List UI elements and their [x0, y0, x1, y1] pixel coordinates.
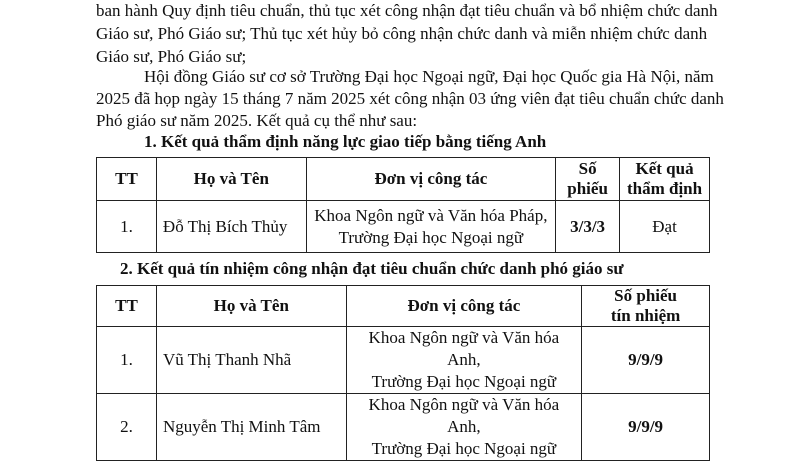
- row-votes: 9/9/9: [582, 394, 710, 461]
- row-unit: [346, 327, 582, 394]
- header-votes: [582, 286, 710, 327]
- row-unit-line-1: Khoa Ngôn ngữ và Văn hóa Pháp,: [314, 205, 548, 225]
- paragraph-line-1: Hội đồng Giáo sư cơ sở Trường Đại học Ngoại ngữ, Đại học Quốc gia Hà Nội, năm: [144, 67, 714, 86]
- row-unit: [306, 201, 555, 253]
- intro-line-2: Giáo sư, Phó Giáo sư; Thủ tục xét hủy bỏ công nhận chức danh và miễn nhiệm chức danh: [96, 24, 708, 43]
- row-tt: 2.: [97, 394, 157, 461]
- paragraph-line-3: Phó giáo sư năm 2025. Kết quả cụ thể như sau:: [96, 111, 418, 130]
- section2-heading: 2. Kết quả tín nhiệm công nhận đạt tiêu chuẩn chức danh phó giáo sư: [120, 259, 624, 278]
- row-unit-line-1: Khoa Ngôn ngữ và Văn hóa Anh,: [368, 395, 560, 436]
- header-unit: Đơn vị công tác: [306, 158, 555, 201]
- row-name: Nguyễn Thị Minh Tâm: [156, 394, 346, 461]
- row-unit-line-2: Trường Đại học Ngoại ngữ: [371, 372, 557, 391]
- row-votes: 9/9/9: [582, 327, 710, 394]
- row-unit: [346, 394, 582, 461]
- intro-line-3: Giáo sư, Phó Giáo sư;: [96, 47, 247, 66]
- header-votes-line-2: tín nhiệm: [610, 306, 681, 325]
- row-unit-line-2: Trường Đại học Ngoại ngữ: [338, 227, 524, 247]
- row-tt: 1.: [97, 201, 157, 253]
- table-header-row: [97, 158, 710, 201]
- header-tt: TT: [97, 158, 157, 201]
- assessment-table: [96, 157, 710, 253]
- row-result: Đạt: [620, 201, 710, 253]
- header-tt: TT: [97, 286, 157, 327]
- row-name: Đỗ Thị Bích Thủy: [156, 201, 306, 253]
- header-votes-line-1: Số phiếu: [614, 286, 677, 305]
- row-votes: 3/3/3: [556, 201, 620, 253]
- header-result-line-1: Kết quả: [635, 159, 694, 178]
- header-name: Họ và Tên: [156, 158, 306, 201]
- header-unit: Đơn vị công tác: [346, 286, 582, 327]
- header-name: Họ và Tên: [156, 286, 346, 327]
- row-name: Vũ Thị Thanh Nhã: [156, 327, 346, 394]
- row-tt: 1.: [97, 327, 157, 394]
- table-row: [97, 394, 710, 461]
- row-unit-line-2: Trường Đại học Ngoại ngữ: [371, 439, 557, 458]
- header-votes: [556, 158, 620, 201]
- row-unit-line-1: Khoa Ngôn ngữ và Văn hóa Anh,: [368, 328, 560, 369]
- intro-line-1: ban hành Quy định tiêu chuẩn, thủ tục xét công nhận đạt tiêu chuẩn và bổ nhiệm chức danh: [96, 1, 718, 20]
- table-row: [97, 327, 710, 394]
- header-votes-line-1: Số: [578, 159, 597, 178]
- header-result: [620, 158, 710, 201]
- section1-heading: 1. Kết quả thẩm định năng lực giao tiếp bằng tiếng Anh: [144, 132, 547, 151]
- table-row: [97, 201, 710, 253]
- header-result-line-2: thẩm định: [626, 179, 703, 198]
- paragraph-line-2: 2025 đã họp ngày 15 tháng 7 năm 2025 xét công nhận 03 ứng viên đạt tiêu chuẩn chức danh: [96, 89, 724, 108]
- table-header-row: [97, 286, 710, 327]
- header-votes-line-2: phiếu: [567, 179, 608, 198]
- confidence-table: [96, 285, 710, 461]
